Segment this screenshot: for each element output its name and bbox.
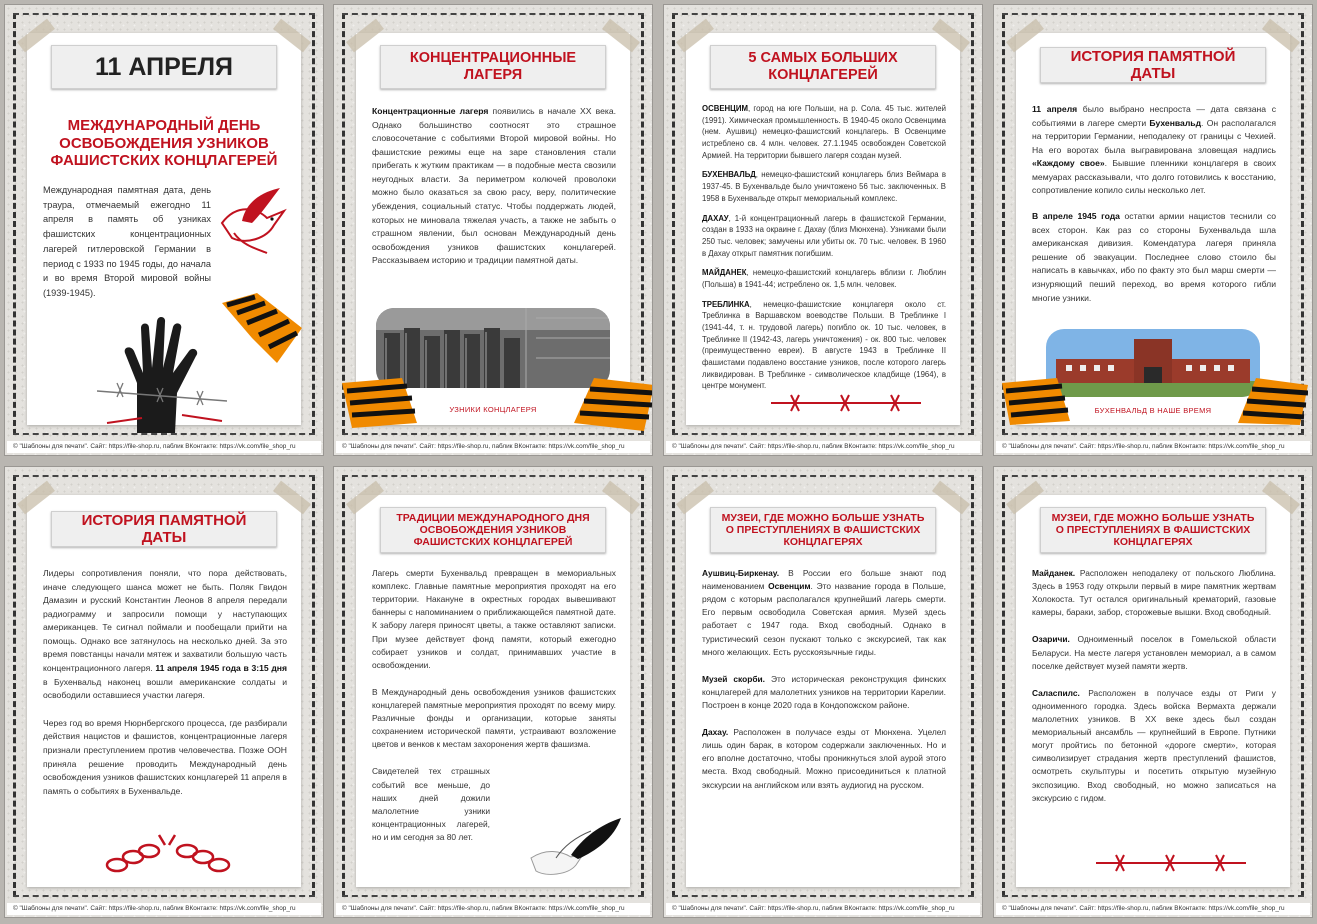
body-paragraph: В Международный день освобождения узников фашистских концлагерей памятные мероприятия проходят по всему миру. Различные фонды и организации, которые заняты сохранением исторической памяти, устраивают возложение цветов и венков к местам захоронения жертв фашизма.	[372, 686, 616, 750]
poster-title: МУЗЕИ, ГДЕ МОЖНО БОЛЬШЕ УЗНАТЬ О ПРЕСТУПЛЕНИЯХ В ФАШИСТСКИХ КОНЦЛАГЕРЯХ	[1040, 507, 1266, 553]
museum-entry	[702, 726, 946, 792]
museum-entry	[702, 567, 946, 659]
camp-name: БУХЕНВАЛЬД	[702, 170, 756, 180]
museum-text: Расположен в получасе езды от Риги у одноименного городка. Здесь войска Вермахта держали малолетних узников. В XX веке здесь был создан мемориальный ансамбль — крупнейший в Европе. Путники могут пройтись по бетонной «дороге смерти», которая символизирует страдания жертв преступлений фашистов, осмотреть скульптуры и посетить открытую музейную экспозицию. Вход свободный, но можно записаться на экскурсию с гидом.	[1032, 687, 1276, 803]
poster-card-1	[4, 4, 324, 456]
lead-term: Концентрационные лагеря	[372, 106, 489, 116]
museum-name: Саласпилс.	[1032, 687, 1080, 698]
poster-body	[1032, 103, 1276, 313]
emphasis: «Каждому свое»	[1032, 158, 1105, 169]
st-george-ribbon-icon	[1002, 373, 1072, 428]
museum-text: Расположен неподалеку от польского Люблина. Здесь в 1953 году открыли первый в мире памятник жертвам Холокоста. Тут остался оригинальный крематорий, газовые камеры, бараки, забор, сторожевые вышки. Вход свободный.	[1032, 568, 1276, 618]
poster-title: ИСТОРИЯ ПАМЯТНОЙ ДАТЫ	[1040, 47, 1266, 83]
body-text: было выбрано неспроста — дата связана с событиями в лагере смерти	[1032, 104, 1276, 128]
camp-entry	[702, 169, 946, 204]
poster-footer: © "Шаблоны для печати". Сайт: https://file-shop.ru, паблик ВКонтакте: https://vk.com/file_shop_ru	[996, 441, 1310, 453]
camp-entry	[702, 299, 946, 393]
poster-footer: © "Шаблоны для печати". Сайт: https://file-shop.ru, паблик ВКонтакте: https://vk.com/file_shop_ru	[666, 441, 980, 453]
camp-name: ОСВЕНЦИМ	[702, 104, 748, 113]
emphasis: 11 апреля	[1032, 104, 1078, 114]
poster-body	[702, 103, 946, 400]
body-paragraph: Лагерь смерти Бухенвальд превращен в мемориальных комплекс. Главные памятные мероприятия проходят на его территории. Накануне в окрестных городах вывешивают баннеры с напоминанием о приближающейся памятной дате. К забору лагеря приносят цветы, а также оставляют записки. При музее действует фонд памяти, который ежегодно собирает узников и солдат, принимавших участие в освобождении.	[372, 568, 616, 670]
poster-body	[43, 567, 287, 806]
body-paragraph	[1032, 210, 1276, 305]
poster-title: 11 АПРЕЛЯ	[51, 45, 277, 89]
st-george-ribbon-icon	[217, 283, 307, 373]
museum-text: . Это название города в Польше, рядом с которым располагался крупнейший лагерь смерти. Его первым освободила Советская армия. Музей здесь работает с 1947 года. Вход свободный. Однако в туристический сезон пускают только с экскурсией, так как много желающих. Есть русскоязычные гиды.	[702, 581, 947, 657]
photo-caption: БУХЕНВАЛЬД В НАШЕ ВРЕМЯ	[1094, 406, 1212, 415]
poster-body	[372, 567, 616, 852]
body-text: . Бывшие пленники концлагеря в своих мемуарах рассказывали, что долго готовились к восстанию, сопротивление копило силы несколько лет.	[1032, 158, 1276, 196]
camp-entry	[702, 103, 946, 161]
museum-entry	[1032, 687, 1276, 805]
museum-entry	[1032, 567, 1276, 619]
poster-footer: © "Шаблоны для печати". Сайт: https://file-shop.ru, паблик ВКонтакте: https://vk.com/file_shop_ru	[336, 903, 650, 915]
poster-card-3	[663, 4, 983, 456]
camp-text: , немецко-фашистские концлагеря около ст. Треблинка в Варшавском воеводстве Польши. В Треблинке I (1941-44, т. н. трудовой лагерь) погибло ок. 10 тыс. человек, в Треблинке II (1942-43, лагерь уничтожения) - ок. 800 тыс. человек (преимущественно евреи). В августе 1943 в Треблинке II фашистами подавлено восстание узников, после которого лагерь ликвидирован. В Треблинке - символическое кладбище (1964), в центре монумент.	[702, 299, 946, 391]
museum-name: Аушвиц-Биркенау.	[702, 568, 780, 578]
museum-text: Расположен в получасе езды от Мюнхена. Уцелел лишь один барак, в котором содержали заключенных. Но и его вполне достаточно, чтобы проникнуться злой аурой этого места. Вход свободный. Можно присоединиться к платной экскурсии на английском или взять аудиогид на русском.	[702, 727, 946, 790]
poster-sheet	[1016, 33, 1290, 425]
poster-sheet	[356, 495, 630, 887]
barbed-wire-icon	[771, 391, 921, 415]
emphasis: В апреле 1945 года	[1032, 211, 1120, 222]
poster-sheet	[1016, 495, 1290, 887]
poster-card-6	[333, 466, 653, 918]
dove-icon	[212, 183, 292, 263]
barbed-wire-icon	[1096, 851, 1246, 875]
body-text: появились в начале XX века. Однако большинство соотносят это страшное словосочетание с событиями Второй мировой войны. Но фашистские режимы еще на заре становления стали прибегать к жутким практикам — в подобные места свозили неугодных власти. За периметром колючей проволоки можно было оказаться за свою расу, веру, политические убеждения, социальный статус. Чтобы поддержать людей, которых не миновала тяжелая участь, а также не забыть о страшном явлении, был основан Международный день освобождения узников фашистских концлагерей. Рассказываем историю и традиции памятной даты.	[372, 106, 616, 266]
emphasis: 11 апреля 1945 года в 3:15 дня	[155, 663, 287, 674]
poster-title: КОНЦЕНТРАЦИОННЫЕ ЛАГЕРЯ	[380, 45, 606, 89]
museum-name: Музей скорби.	[702, 673, 766, 684]
poster-sheet	[27, 33, 301, 425]
body-text: Лидеры сопротивления поняли, что пора действовать, иначе следующего шанса может не быть. Поляк Гвидон Дамазин и русский Константин Леонов 8 апреля передали радиограмму и запросили помощи у наступающих американцев. Те сигнал поймали и пообещали прийти на помощь. Однако все затянулось на несколько дней. За это время повстанцы начали мятеж и захватили большую часть концентрационного лагеря.	[43, 568, 287, 674]
poster-footer: © "Шаблоны для печати". Сайт: https://file-shop.ru, паблик ВКонтакте: https://vk.com/file_shop_ru	[996, 903, 1310, 915]
camp-name: МАЙДАНЕК	[702, 268, 747, 278]
body-text: остатки армии нацистов теснили со всех сторон. Как раз со стороны Бухенвальда шла американская дивизия. Комендатура лагеря приняла решение об эвакуации. Последнее слово стоило бы написать в кавычках, ибо по факту это был марш смерти — изнуряющий пеший переход, во время которого гибли многие узники.	[1032, 211, 1277, 303]
poster-card-7	[663, 466, 983, 918]
camp-text: , немецко-фашистский концлагерь близ Веймара в 1937-45. В Бухенвальде было уничтожено 56 тыс. заключенных. В 1958 в Бухенвальде открыт мемориальный комплекс.	[702, 170, 946, 203]
poster-card-8	[993, 466, 1313, 918]
emphasis: Освенцим	[768, 581, 811, 592]
poster-body	[1032, 567, 1276, 813]
camp-entry	[702, 267, 946, 290]
photo-caption: УЗНИКИ КОНЦЛАГЕРЯ	[449, 405, 537, 414]
museum-entry	[1032, 633, 1276, 672]
st-george-ribbon-icon	[574, 373, 653, 433]
camp-text: , 1-й концентрационный лагерь в фашистской Германии, создан в 1933 на окраине г. Дахау (близ Мюнхена). Узниками были 250 тыс. человек; замучены или убиты ок. 70 тыс. человек. В 1960 в Дахау открыт памятник погибшим.	[702, 213, 946, 258]
broken-chain-icon	[97, 825, 237, 885]
camp-text: , немецко-фашистский концлагерь вблизи г. Люблин (Польша) в 1941-44; истреблено ок. 1,5 млн. человек.	[702, 268, 946, 289]
museum-name: Дахау.	[702, 727, 729, 738]
barbed-hand-icon	[97, 313, 227, 438]
poster-card-4	[993, 4, 1313, 456]
body-text: в Бухенвальд наконец вошли американские солдаты и освободили оставшиеся участки лагеря.	[43, 676, 287, 701]
museum-name: Майданек.	[1032, 568, 1076, 578]
body-paragraph: Международная памятная дата, день траура, отмечаемый ежегодно 11 апреля в память об узниках фашистских концентрационных лагерей гитлеровской Германии в период с 1933 по 1945 годы, до начала и во время Второй мировой войны (1939-1945).	[43, 185, 211, 299]
body-paragraph: Свидетелей тех страшных событий все меньше, до наших дней дожили малолетние узники концентрационных лагерей, но и им сегодня за 80 лет.	[372, 766, 490, 842]
museum-name: Озаричи.	[1032, 634, 1070, 645]
museum-text: Это историческая реконструкция финских концлагерей для малолетних узников на территории Карелии. Построен в конце 2020 года в Кондопожском районе.	[702, 673, 947, 710]
emphasis: Бухенвальд	[1149, 117, 1202, 128]
poster-footer: © "Шаблоны для печати". Сайт: https://file-shop.ru, паблик ВКонтакте: https://vk.com/file_shop_ru	[336, 441, 650, 453]
camp-name: ТРЕБЛИНКА	[702, 299, 750, 309]
body-text: . Он располагался на территории Германии, неподалеку от границы с Чехией. На его воротах была выгравирована зловещая надпись	[1032, 117, 1276, 155]
poster-title: 5 САМЫХ БОЛЬШИХ КОНЦЛАГЕРЕЙ	[710, 45, 936, 89]
poster-body	[43, 183, 211, 309]
body-paragraph	[372, 105, 616, 268]
poster-body	[372, 105, 616, 276]
museum-entry	[702, 673, 946, 712]
poster-footer: © "Шаблоны для печати". Сайт: https://file-shop.ru, паблик ВКонтакте: https://vk.com/file_shop_ru	[7, 441, 321, 453]
poster-card-2	[333, 4, 653, 456]
poster-title: МУЗЕИ, ГДЕ МОЖНО БОЛЬШЕ УЗНАТЬ О ПРЕСТУПЛЕНИЯХ В ФАШИСТСКИХ КОНЦЛАГЕРЯХ	[710, 507, 936, 553]
st-george-ribbon-icon	[1238, 373, 1308, 428]
poster-footer: © "Шаблоны для печати". Сайт: https://file-shop.ru, паблик ВКонтакте: https://vk.com/file_shop_ru	[7, 903, 321, 915]
camp-text: , город на юге Польши, на р. Сола. 45 тыс. жителей (1991). Химическая промышленность. В 1940-45 около Освенцима (нем. Аушвиц) немецко-фашистский концлагерь. В Освенциме истреблено св. 4 млн. человек. 27.1.1945 освобожден Советской Армией. На территории бывшего лагеря создан музей.	[702, 104, 946, 160]
camp-entry	[702, 213, 946, 260]
body-paragraph	[1032, 103, 1276, 198]
poster-body	[702, 567, 946, 800]
poster-sheet	[27, 495, 301, 887]
body-paragraph	[43, 567, 287, 703]
buchenwald-photo	[1046, 329, 1260, 397]
museum-text: В России его больше знают под наименованием	[702, 568, 946, 592]
doves-icon	[526, 813, 626, 883]
poster-footer: © "Шаблоны для печати". Сайт: https://file-shop.ru, паблик ВКонтакте: https://vk.com/file_shop_ru	[666, 903, 980, 915]
poster-subtitle: МЕЖДУНАРОДНЫЙ ДЕНЬ ОСВОБОЖДЕНИЯ УЗНИКОВ ФАШИСТСКИХ КОНЦЛАГЕРЕЙ	[50, 117, 278, 170]
poster-sheet	[686, 495, 960, 887]
poster-title: ИСТОРИЯ ПАМЯТНОЙ ДАТЫ	[51, 511, 277, 547]
poster-sheet	[686, 33, 960, 425]
body-paragraph: Через год во время Нюрнбергского процесса, где разбирали действия нацистов и фашистов, концентрационные лагеря признали преступлением против человечества. Позже ООН приняла решение проводить Международный день освобождения узников фашистских концлагерей 11 апреля в память о событиях в Бухенвальде.	[43, 717, 287, 796]
poster-card-5	[4, 466, 324, 918]
st-george-ribbon-icon	[342, 373, 422, 433]
poster-title: ТРАДИЦИИ МЕЖДУНАРОДНОГО ДНЯ ОСВОБОЖДЕНИЯ УЗНИКОВ ФАШИСТСКИХ КОНЦЛАГЕРЕЙ	[380, 507, 606, 553]
museum-text: Одноименный поселок в Гомельской области Беларуси. На месте лагеря установлен мемориал, а в самом поселке действует музей памяти жертв.	[1032, 634, 1276, 671]
poster-sheet	[356, 33, 630, 425]
camp-name: ДАХАУ	[702, 213, 729, 223]
